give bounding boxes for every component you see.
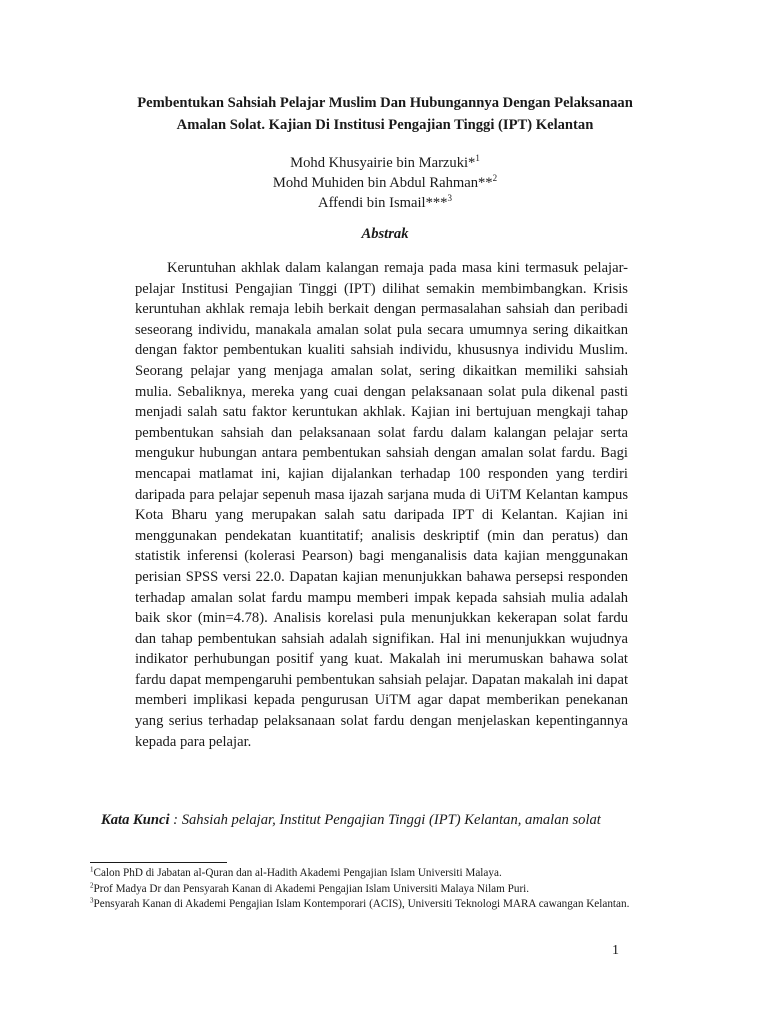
footnote-2 (90, 882, 630, 898)
abstract-heading: Abstrak (361, 226, 409, 242)
footnote-divider (90, 862, 227, 863)
footnote-mark: 3 (90, 896, 94, 905)
footnote-1 (90, 866, 630, 882)
author-list (150, 153, 620, 213)
author-footnote-mark: 3 (447, 193, 452, 204)
author-footnote-mark: 2 (492, 173, 498, 184)
author-1 (150, 153, 620, 173)
footnote-text: Calon PhD di Jabatan al-Quran dan al-Hadith Akademi Pengajian Islam Universiti Malaya. (93, 867, 502, 879)
title-line-2: Amalan Solat. Kajian Di Institusi Pengajian Tinggi (IPT) Kelantan (176, 117, 594, 133)
keywords (101, 812, 661, 829)
footnote-text: Pensyarah Kanan di Akademi Pengajian Islam Kontemporari (ACIS), Universiti Teknologi MARA cawangan Kelantan. (93, 898, 630, 911)
footnote-mark: 2 (90, 880, 94, 889)
author-name: Mohd Khusyairie bin Marzuki* (290, 155, 476, 171)
paper-title (90, 92, 680, 136)
title-line-1: Pembentukan Sahsiah Pelajar Muslim Dan Hubungannya Dengan Pelaksanaan (137, 95, 633, 111)
author-3 (150, 193, 620, 213)
abstract-body: Keruntuhan akhlak dalam kalangan remaja pada masa kini termasuk pelajar-pelajar Institusi Pengajian Tinggi (IPT) dilihat semakin membimbangkan. Krisis keruntuhan akhlak remaja lebih berkait dengan permasalahan sahsiah dan peribadi seseorang individu, manakala amalan solat pula secara umumnya sering dikaitkan dengan faktor pembentukan kualiti sahsiah individu, khususnya individu Muslim. Seorang pelajar yang menjaga amalan solat, sering dikaitkan memiliki sahsiah mulia. Sebaliknya, mereka yang cuai dengan pelaksanaan solat pula dikenal pasti menjadi salah satu faktor keruntukan akhlak. Kajian ini bertujuan mengkaji tahap pembentukan sahsiah dan pelaksanaan solat fardu dalam kalangan pelajar serta mengukur hubungan antara pembentukan sahsiah dengan amalan solat fardu. Bagi mencapai matlamat ini, kajian dijalankan terhadap 100 responden yang terdiri daripada para pelajar sepenuh masa ijazah sarjana muda di UiTM Kelantan kampus Kota Bharu yang merupakan salah satu daripada IPT di Kelantan. Kajian ini menggunakan pendekatan kuantitatif; analisis deskriptif (min dan peratus) dan statistik inferensi (kolerasi Pearson) bagi menganalisis data kajian menggunakan perisian SPSS versi 22.0. Dapatan kajian menunjukkan bahawa persepsi responden terhadap amalan solat fardu mampu memberi impak kepada sahsiah mulia adalah baik skor (min=4.78). Analisis korelasi pula menunjukkan kekerapan solat fardu dan tahap pembentukan sahsiah adalah signifikan. Hal ini menunjukkan wujudnya indikator perhubungan positif yang kuat. Makalah ini merumuskan bahawa solat fardu dapat mempengaruhi pembentukan sahsiah pelajar. Dapatan makalah ini dapat memberi implikasi kepada pengurusan UiTM agar dapat memberikan penekanan yang serius terhadap pelaksanaan solat fardu dengan menjelaskan kepentingannya kepada para pelajar. (135, 260, 628, 750)
footnote-mark: 1 (90, 865, 94, 874)
footnotes (90, 866, 630, 913)
footnote-3 (90, 897, 630, 913)
page-number: 1 (612, 943, 619, 958)
author-name: Affendi bin Ismail*** (318, 195, 448, 211)
author-name: Mohd Muhiden bin Abdul Rahman** (272, 175, 493, 191)
keywords-text: : Sahsiah pelajar, Institut Pengajian Tinggi (IPT) Kelantan, amalan solat (169, 812, 601, 828)
footnote-text: Prof Madya Dr dan Pensyarah Kanan di Akademi Pengajian Islam Universiti Malaya Nilam Puri. (93, 882, 530, 895)
author-2 (150, 173, 620, 193)
keywords-label: Kata Kunci (101, 812, 170, 828)
author-footnote-mark: 1 (475, 153, 480, 164)
